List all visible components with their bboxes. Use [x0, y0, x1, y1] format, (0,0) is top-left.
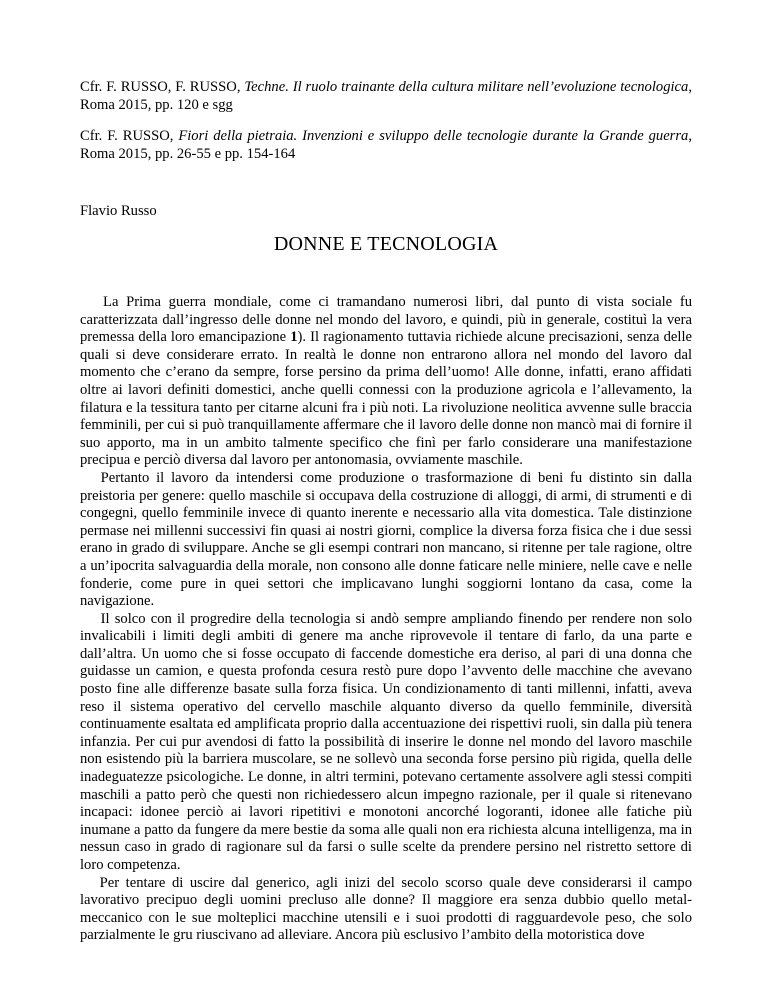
- paragraph-1-indent: [80, 294, 103, 310]
- paragraph-3-text: Il solco con il progredire della tecnologia si andò sempre ampliando finendo per rendere non solo invalicabili i limiti degli ambiti di genere ma anche riprovevole il tentare di farlo, da una parte e dall’altra. Un uomo che si fosse occupato di faccende domestiche era deriso, al pari di una donna che guidasse un camion, e questa profonda cesura restò pure dopo l’avvento delle macchine che avevano posto fine alle differenze basate sulla forza fisica. Un condizionamento di tanti millenni, infatti, aveva reso il sistema operativo del cervello maschile alquanto diverso da quello femminile, diversità continuamente esaltata ed amplificata proprio dalla accentuazione dei rispettivi ruoli, sin dalla più tenera infanzia. Per cui pur avendosi di fatto la possibilità di inserire le donne nel mondo del lavoro maschile non esistendo più la barriera muscolare, se ne sollevò una seconda forse persino più rigida, quella delle inadeguatezze psicologiche. Le donne, in altri termini, potevano certamente assolvere agli stessi compiti maschili a patto però che questi non richiedessero alcun impegno razionale, per il quale si ritenevano incapaci: idonee perciò ai lavori ripetitivi e monotoni ancorché logoranti, idonee alle fatiche più inumane a patto da fungere da mere bestie da soma alle quali non era richiesta alcuna intelligenza, ma in nessun caso in grado di ragionare sul da farsi o sulle scelte da prendere persino nel ristretto settore di loro competenza.: [80, 610, 693, 873]
- paragraph-3-indent: [80, 611, 101, 627]
- paragraph-2-indent: [80, 470, 101, 486]
- paragraph-1-text-end: ). Il ragionamento tuttavia richiede alcune precisazioni, senza delle quali si deve considerare errato. In realtà le donne non entrarono allora nel mondo del lavoro dal momento che c’erano da sempre, forse persino da prima dell’uomo! Alle donne, infatti, erano affidati oltre ai lavori definiti domestici, anche quelli connessi con la produzione agricola e l’allevamento, la filatura e la tessitura tanto per citarne alcuni fra i più noti. La rivoluzione neolitica avvenne sulle braccia femminili, per cui si può tranquillamente affermare che il lavoro delle donne non mancò mai di fornire il suo apporto, ma in un ambito talmente specifico che finì per farlo considerare una manifestazione precipua e perciò diversa dal lavoro per antonomasia, ovviamente maschile.: [80, 329, 692, 469]
- reference-1-title: Techne. Il ruolo trainante della cultura militare nell’evoluzione tecnologica: [244, 79, 689, 95]
- reference-1: [80, 79, 692, 114]
- reference-2-prefix: Cfr. F. RUSSO,: [80, 128, 179, 145]
- author-name: Flavio Russo: [80, 203, 157, 219]
- document-title: DONNE E TECNOLOGIA: [273, 233, 499, 255]
- reference-2-title: Fiori della pietraia. Invenzioni e sviluppo delle tecnologie durante la Grande guerra: [178, 128, 689, 145]
- references-block: [80, 79, 692, 177]
- paragraph-2: [80, 470, 692, 611]
- footnote-ref-1: 1: [290, 329, 298, 346]
- paragraph-3: [80, 611, 692, 875]
- paragraph-4: [80, 875, 692, 945]
- reference-2: [80, 128, 692, 163]
- body-text: [80, 294, 692, 945]
- paragraph-1: [80, 294, 692, 470]
- paragraph-4-text: Per tentare di uscire dal generico, agli inizi del secolo scorso quale deve considerarsi il campo lavorativo precipuo degli uomini precluso alle donne? Il maggiore era senza dubbio quello metal-meccanico con le sue molteplici macchine utensili e i suoi prodotti di ragguardevole peso, che solo parzialmente le gru riuscivano ad alleviare. Ancora più esclusivo l’ambito della motoristica dove: [80, 874, 692, 944]
- reference-2-suffix: , Roma 2015, pp. 26-55 e pp. 154-164: [80, 128, 692, 162]
- paragraph-2-text: Pertanto il lavoro da intendersi come produzione o trasformazione di beni fu distinto sin dalla preistoria per genere: quello maschile si occupava della costruzione di alloggi, di armi, di strumenti e di congegni, quello femminile invece di quanto inerente e necessario alla vita domestica. Tale distinzione permase nei millenni successivi fin quasi ai nostri giorni, complice la diversa forza fisica che i due sessi erano in grado di sviluppare. Anche se gli esempi contrari non mancano, si ritenne per tale ragione, oltre a un’ipocrita salvaguardia della morale, non consono alle donne faticare nelle miniere, nelle cave e nelle fonderie, come pure in quei settori che implicavano lunghi soggiorni lontano da casa, come la navigazione.: [80, 469, 692, 610]
- reference-1-suffix: , Roma 2015, pp. 120 e sgg: [80, 79, 692, 113]
- paragraph-1-text-start: La Prima guerra mondiale, come ci tramandano numerosi libri, dal punto di vista sociale fu caratterizzata dall’ingresso delle donne nel mondo del lavoro, e quindi, più in generale, costituì la vera premessa della loro emancipazione: [80, 294, 692, 346]
- reference-1-prefix: Cfr. F. RUSSO, F. RUSSO,: [80, 79, 245, 95]
- paragraph-4-indent: [80, 875, 100, 891]
